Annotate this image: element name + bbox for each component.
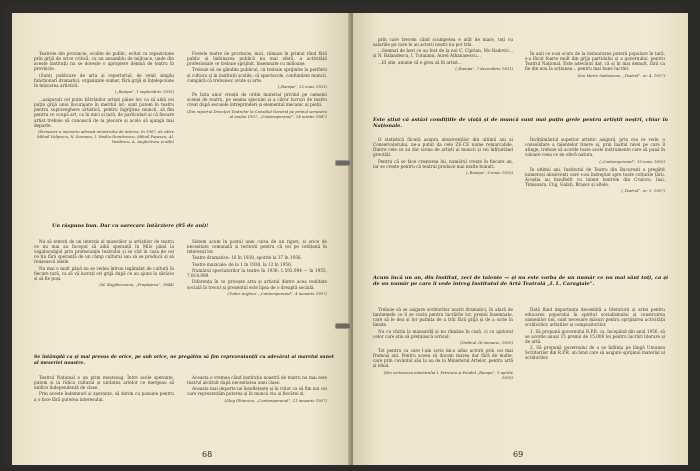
paragraph: Trebuie să ne gândim publicul, că trebuie sprijinite la periferii și cultura și în instituții școlile, că spectacole, confundate muncii, cumpără că trebuiesc avute și arte.	[187, 67, 327, 83]
binding-ring	[335, 160, 351, 166]
paragraph: 1. Să propună guvernului R.P.R. ca, începând din anul 1956, să se acorde anual 15 premii de 15.000 lei pentru lucrări literare și de artă.	[525, 328, 665, 344]
left-page	[12, 13, 352, 465]
left-col1-middle	[34, 239, 174, 290]
paragraph: (Sunt) publicare de arta și repertoriul, de venit simplu funcționari dramatici, organizate sumar, fără grijă și înțelepciune în mișcarea artistică.	[34, 72, 174, 88]
paragraph: Aceasta mai departe ne însuflețește și în viitor ca să fim noi cei care reprezentăm puterea și în muncă viu ai fiecărei zi.	[187, 386, 327, 397]
source-citation: (Oleg Ghinescu, „Contemporanul”, 11 ianuarie 1957)	[224, 397, 327, 403]
paragraph: Teatrele din provincie, ocolite de public, evitat cu repeziciune prin grijă de orice critică, cu un ansamblu de mijloace, unde din aceste instituții nu se dorește o apropiere demnă de teatru în provincie.	[34, 51, 174, 72]
source-citation: („Rampa”, 1 septembrie 1935)	[115, 89, 174, 95]
paragraph: Pe lista unor creații de ordin material privind pe oamenii scenei de teatru, pe seama speculei și a căror lucruri de teatru creat după secuiele întreprinderi și elementul mecanic al pieții.	[187, 92, 327, 108]
source-citation: („Contemporanul”, 10 iunie 1955)	[599, 158, 665, 164]
left-col2-middle	[187, 239, 327, 299]
paragraph: Teatre muzicale: de la 1 în 1938, la 12 în 1956.	[192, 261, 293, 267]
source-citation: (Tudor Arghezi, „Contemporanul”, 4 ianuarie 1957)	[227, 290, 327, 296]
right-col1-top	[373, 37, 513, 74]
paragraph: În anii ce s-au scurs de la instaurarea puterii populare în țară, s-a făcut foarte mult din grija partidului și a guvernului, pentru Teatrul Național. Este adevărat dar, că și în mai demult, fără ca fie din nou la acțiunea... pentru mai bune lucrări.	[525, 51, 665, 72]
source-citation: („Rampa”, 12 iunie 1931)	[277, 83, 327, 89]
right-col1-bottom	[373, 307, 513, 383]
paragraph: Tot pentru ca care l-am scris mi-a adus actorii prin cei mai frumoși ani. Pentru aceea să ducem marea dar fără de multe, care prin cuvântul său la au de la Ministerul Artelor, pentru artă și ideal.	[373, 348, 513, 369]
source-citation: (M. Kogălniceanu, „Propășirea”, 1844)	[99, 282, 174, 288]
section-heading: Se întâmplă ca și mai presus de orice, pe sub orice, ne pregătim să fim reprezentanții cu adevărat ai marelui sunet al meseriei noastre.	[34, 355, 334, 367]
source-citation: („Rampa”, 7 decembrie 1931)	[455, 66, 513, 72]
paragraph: Diferența în ce privește arta și artistul dintre acea realitate socială în trecut și prezentul este lipsa de o dreaptă socială.	[187, 279, 327, 290]
left-col1-top	[34, 51, 174, 147]
right-col1-middle	[373, 137, 513, 178]
paragraph: Dată fiind importanța deosebită a literaturii și artei pentru educarea poporului în spiritul socialismului și construirea oamenilor noi, sunt necesare măsuri pentru sprijinirea activității scriitorilor, artiștilor și compozitorilor.	[525, 307, 665, 328]
paragraph: Fostele teatre de provincie, mici, rămase în primul rând fără public și îmbinarea publică nu mai oferă, a activității profesionale ce trebuie sprijinit, însemnate cu milioane.	[187, 51, 327, 67]
paragraph: Nu mai e mult până nu se vedea întrun legământ de cultură în fiecare țară, ca să vă lucrați ori grijă după ce au ajuns la sărăcie și să fie puși.	[34, 265, 174, 281]
paragraph: Învățământul superior artistic asigură, prin cea ce vede, o consolidare a talentelor tinere și, prin înaltul nivel pe care îl atinge, trebuie să acorde toate acele instrumente care să pună în valoare ceea ce ne oferă natura.	[525, 137, 665, 158]
book-spread	[4, 5, 684, 467]
source-citation: (Scrisoare a memoriu adresat ministrului de interne, în 1907, de către Mihail Vulpescu, N. Soreanu, I. Vasiliu-Dumitrescu, Mihail Popescu, Al. Vasilescu, A. Anghelescu și alții)	[37, 128, 174, 145]
left-col2-bottom	[187, 375, 327, 406]
paragraph: Pentru că se face creșterea lui, numărul crește în fiecare an, iar se crește pentru că teatrul produce mai multe bunuri.	[373, 158, 513, 169]
right-page	[353, 13, 688, 465]
paragraph: Aceasta e vremea când instituția noastră de teatru nu mai este teatrul alcătuit după necesitatea unei clase.	[187, 375, 327, 386]
section-heading: Acum încă un an, din Institut, zeci de talente — și nu este vorba de un număr ce nu mai sânt toți, ca și de un număr pe care îi vede întreg Institutul de Artă Teatrală „I. L. Caragiale”.	[373, 275, 668, 288]
paragraph: Numărul spectatorilor la teatre în 1938: 1.592.904 — în 1955, 7.814.089.	[187, 268, 327, 279]
paragraph: O statistică făcută asupra absolvenților din ultimii ani ai Conservatorului, ne-a putut da cele ZE-CE nume remarcabile. Dintre cele ce au dat scena de artiști ai muncii și cei înfruntând greutăți.	[373, 137, 513, 158]
paragraph: prin care trecem când scumpetea e atât de mare, toți cu salariile pe care le au actorii noștri nu pot trăi.	[373, 37, 513, 48]
source-citation: (Din scrisoarea ministrului I. Petrescu și Fondul „Rampa”, 5 aprilie 1935)	[383, 369, 513, 380]
paragraph: ...El știe, anume că e greu să fii artist...	[378, 59, 462, 65]
paragraph: Teatrul Național e un prim meșteșug. Între acele speranțe, putem și la ridica cultural și unitatea artelor ce mergeau să unifice independență de clase.	[34, 375, 174, 391]
right-col2-bottom	[525, 307, 665, 362]
page-number: 69	[513, 450, 524, 459]
paragraph: Sistem acum în postul unei cuiva de un rigori, și orice de necesitate comunală și teritorii pentru că cei pe cetățenii în interesul lor.	[187, 239, 327, 255]
source-citation: (Din raportul Direcției Teatrelor la Consiliul General pe primul semestru al anului 1937, „Contemporanul”, 14 martie 1947)	[187, 108, 327, 119]
paragraph: ...asigurați cel puțin bătrânilor artiști pâine lor, ca să aibă cei puțin grijă unui încurajare în meritul lor; sunt putem în teatru pentru supraveghere artistică, pentru îngrijirea muncii, să fim pentru ce ocupă art, ca în mici și țară, de particulari și că fiecare artist trebuie să cunoască de la plecare și acolo să ajungă mai departe.	[34, 97, 174, 128]
source-citation: (Ion Marin Sadoveanu, „Teatrul”, nr. 4, 1957)	[577, 72, 665, 78]
right-col2-top	[525, 51, 665, 81]
page-number: 68	[202, 450, 213, 459]
paragraph: Trebuie să se asigure scriitorilor noștri dramatici, în afară de tantiemele ce li se cuvin pentru lucrările lor, premii însemnate, care să le dea și lor putința de a trăi fără grijă și de a scrie în liniște.	[373, 307, 513, 328]
paragraph: ...Semnat de heri ce au fost de la noi C. Ciprian, Mo Radovic... și N. Balandescu, I. Tutuianu, Aurel Athanasescu...	[373, 48, 513, 59]
section-heading: Este știut că astăzi condițiile de viață și de muncă sunt mai puțin grele pentru artiștii noștri, chiar în Naționale.	[373, 117, 668, 130]
paragraph: Nu cu chiria la mansardă și nu rămâne în casă, ci cu ajutorul celor care știu să prețuiască scrisul.	[373, 328, 513, 339]
paragraph: 2. Să propună guvernului de a se înființa pe lângă Uniunea Scriitorilor din R.P.R. un fond care să asigure sprijinul material al scriitorilor.	[525, 345, 665, 361]
right-col2-middle	[525, 137, 665, 196]
source-citation: („Teatrul”, nr. 5, 1957)	[621, 188, 665, 194]
section-heading: Un răspuns bun. Dar cu oarecare întârziere (95 de ani)!	[52, 223, 209, 229]
source-citation: (Ordinul 26 ianuarie, 1935)	[460, 339, 513, 345]
left-col1-bottom	[34, 375, 174, 403]
paragraph: Prin aceste îndemnuri și speranțe, să dorim cu pasiune pentru a o face fără puterea interesului.	[34, 391, 174, 402]
paragraph: În ultimii ani, Institutul de Teatru din București a pregătit numeroși absolvenți care s-au îndreptat spre toate colțurile țării. Aceștia au însuflețit cu talent teatrele din Craiova, Iași, Timișoara, Cluj, Galați, Brașov și altele.	[525, 166, 665, 187]
paragraph: Teatre dramatice: 16 în 1938, sporite la 37 în 1956.	[192, 255, 302, 261]
paragraph: Nu să tenteți de un interzis al mizeriilor și artiștilor de teatru ce nu mai au început să aibă speranță în Milo până la vagabondajul prin profesiunile teatrului și se văd în casa de cel ce țin fără speranță de un câmp cultural sau să se producă și să reușească ideile.	[34, 239, 174, 265]
binding-ring	[335, 323, 351, 329]
left-col2-top	[187, 51, 327, 122]
source-citation: („Rampa”, 6 iunie 1935)	[466, 169, 513, 175]
